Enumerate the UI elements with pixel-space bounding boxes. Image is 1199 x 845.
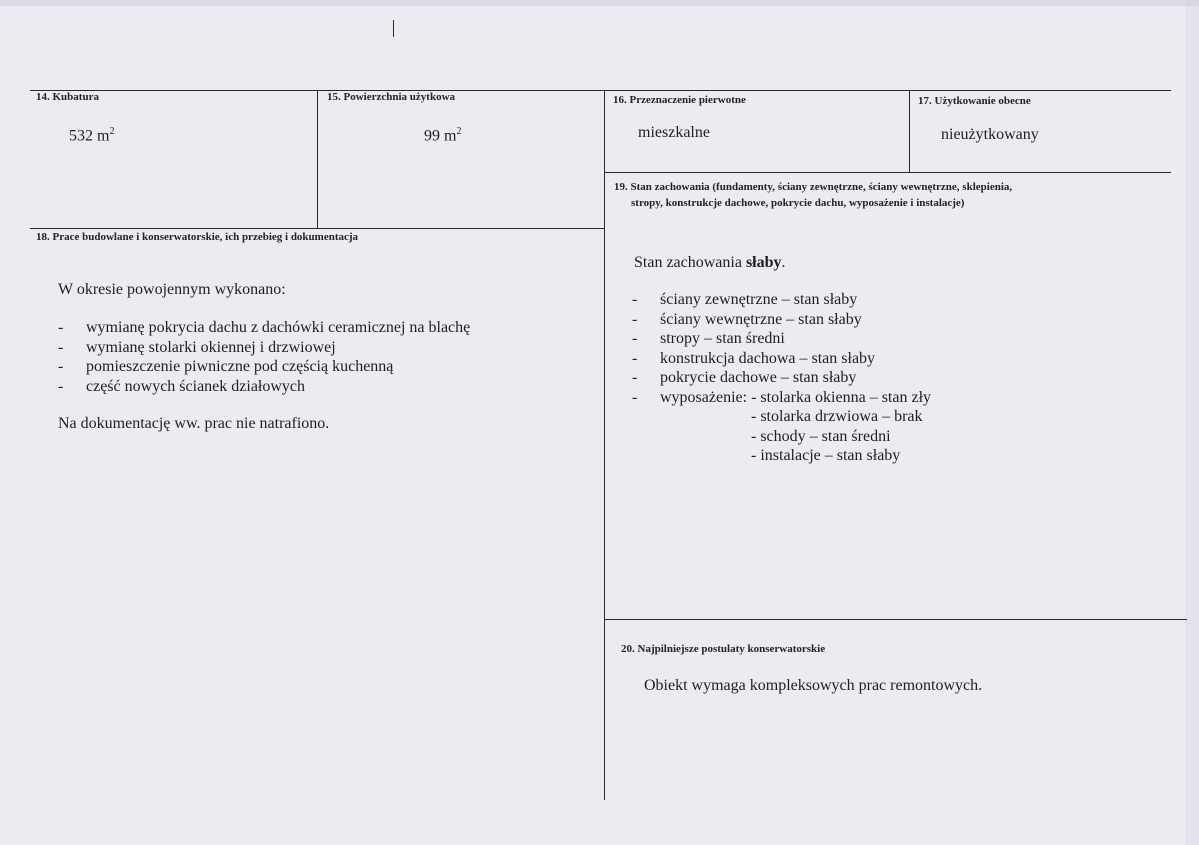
bullet-dash: - xyxy=(58,338,64,356)
uzytkowanie-value: nieużytkowany xyxy=(941,126,1039,143)
bullet-dash: - xyxy=(632,291,638,308)
prace-intro: W okresie powojennym wykonano: xyxy=(58,281,286,298)
column-divider-14-15 xyxy=(317,90,318,228)
column-divider-main xyxy=(604,90,605,800)
kubatura-number: 532 m xyxy=(69,127,110,145)
przeznaczenie-value: mieszkalne xyxy=(638,124,710,141)
bullet-dash: - xyxy=(632,369,638,386)
list-item xyxy=(632,310,931,330)
prace-list xyxy=(58,318,470,396)
list-item xyxy=(58,338,470,358)
list-item xyxy=(632,329,931,349)
kubatura-value xyxy=(69,122,114,146)
list-item-text: ściany zewnętrzne – stan słaby xyxy=(660,291,858,308)
top-marker-line xyxy=(393,20,394,37)
bullet-dash: - xyxy=(632,310,638,328)
stan-summary-suffix: . xyxy=(781,254,786,271)
postulaty-label: 20. Najpilniejsze postulaty konserwatorskie xyxy=(621,643,826,655)
powierzchnia-unit-exponent: 2 xyxy=(456,126,462,137)
bullet-dash: - xyxy=(58,319,64,336)
kubatura-unit-exponent: 2 xyxy=(109,126,115,137)
scan-smudge xyxy=(1185,0,1199,845)
kubatura-label: 14. Kubatura xyxy=(36,91,99,103)
bullet-dash: - xyxy=(632,330,638,347)
bullet-dash: - xyxy=(632,349,638,367)
bullet-dash: - xyxy=(632,388,638,406)
scan-smudge xyxy=(0,0,1199,6)
bullet-dash: - xyxy=(58,358,64,375)
list-item xyxy=(58,357,470,377)
stan-summary-bold: słaby xyxy=(745,254,782,271)
powierzchnia-value xyxy=(424,122,461,146)
stan-label-line1: 19. Stan zachowania (fundamenty, ściany zewnętrzne, ściany wewnętrzne, sklepienia, xyxy=(614,181,1013,193)
stan-subitem: - stolarka drzwiowa – brak xyxy=(751,408,923,425)
stan-summary xyxy=(634,253,786,273)
list-item xyxy=(632,290,931,310)
row-divider-top xyxy=(30,90,1171,91)
postulaty-value: Obiekt wymaga kompleksowych prac remontowych. xyxy=(644,677,983,694)
row-divider-16-19 xyxy=(604,172,1171,173)
stan-label-line2: stropy, konstrukcje dachowe, pokrycie dachu, wyposażenie i instalacje) xyxy=(631,197,965,209)
list-item-text: stropy – stan średni xyxy=(660,330,785,347)
przeznaczenie-label: 16. Przeznaczenie pierwotne xyxy=(613,94,746,106)
powierzchnia-number: 99 m xyxy=(424,127,457,145)
list-item-text: wyposażenie: - stolarka okienna – stan zły xyxy=(660,388,932,406)
bullet-dash: - xyxy=(58,377,64,395)
row-divider-19-20 xyxy=(604,619,1187,620)
prace-note: Na dokumentację ww. prac nie natrafiono. xyxy=(58,415,330,432)
row-divider-18 xyxy=(30,228,604,229)
stan-subitem: - schody – stan średni xyxy=(751,428,891,445)
column-divider-16-17 xyxy=(909,90,910,172)
stan-summary-prefix: Stan zachowania xyxy=(634,254,746,271)
list-item xyxy=(632,349,931,369)
list-item-text: część nowych ścianek działowych xyxy=(86,377,306,395)
powierzchnia-label: 15. Powierzchnia użytkowa xyxy=(327,91,456,103)
list-item-text: wymianę pokrycia dachu z dachówki ceramicznej na blachę xyxy=(86,319,471,336)
prace-label: 18. Prace budowlane i konserwatorskie, ich przebieg i dokumentacja xyxy=(36,231,359,243)
stan-list xyxy=(632,290,931,407)
list-item-text: pokrycie dachowe – stan słaby xyxy=(660,369,857,386)
list-item-text: pomieszczenie piwniczne pod częścią kuchenną xyxy=(86,358,394,375)
list-item-text: ściany wewnętrzne – stan słaby xyxy=(660,310,862,328)
stan-subitem: - instalacje – stan słaby xyxy=(751,447,901,464)
uzytkowanie-label: 17. Użytkowanie obecne xyxy=(918,95,1031,107)
list-item-text: wymianę stolarki okiennej i drzwiowej xyxy=(86,338,336,356)
list-item xyxy=(58,377,470,397)
list-item-text: konstrukcja dachowa – stan słaby xyxy=(660,349,876,367)
list-item xyxy=(632,388,931,408)
list-item xyxy=(632,368,931,388)
list-item xyxy=(58,318,470,338)
